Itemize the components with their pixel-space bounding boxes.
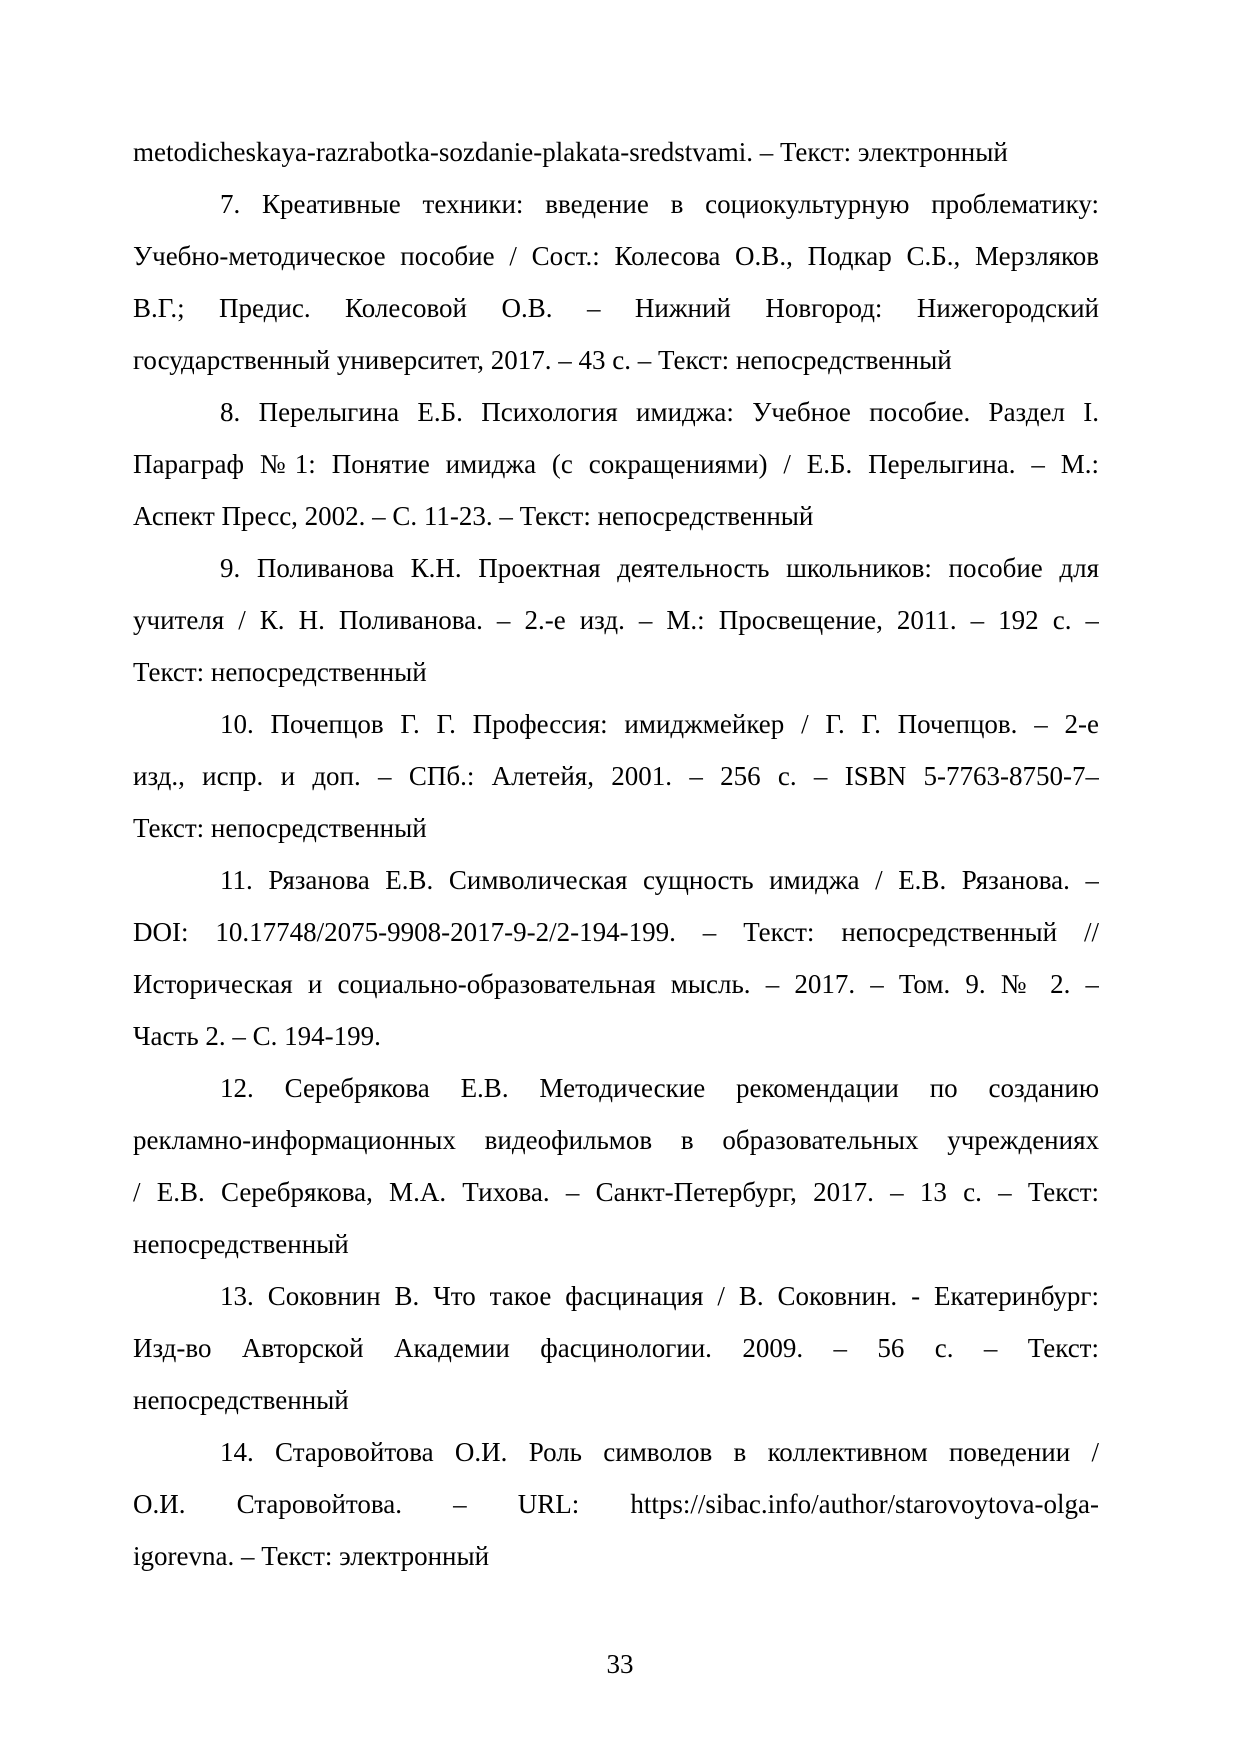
text-line: metodicheskaya-razrabotka-sozdanie-plakata-sredstvami. – Текст: электронный <box>133 137 1008 167</box>
text-line: igorevna. – Текст: электронный <box>133 1541 490 1571</box>
text-line: непосредственный <box>133 1229 349 1259</box>
text-line: изд., испр. и доп. – СПб.: Алетейя, 2001. – 256 с. – ISBN 5-7763-8750-7– <box>133 761 1099 791</box>
bibliography-entry <box>133 854 1099 1062</box>
text-line: 7. Креативные техники: введение в социокультурную проблематику: <box>220 189 1099 219</box>
text-line: рекламно-информационных видеофильмов в образовательных учреждениях <box>133 1125 1099 1155</box>
text-line: 14. Старовойтова О.И. Роль символов в коллективном поведении / <box>220 1437 1099 1467</box>
text-line: / Е.В. Серебрякова, М.А. Тихова. – Санкт-Петербург, 2017. – 13 с. – Текст: <box>133 1177 1099 1207</box>
text-line: Часть 2. – С. 194-199. <box>133 1021 381 1051</box>
bibliography-entry <box>133 178 1099 386</box>
bibliography <box>133 126 1099 1582</box>
text-line: 12. Серебрякова Е.В. Методические рекомендации по созданию <box>220 1073 1099 1103</box>
text-line: непосредственный <box>133 1385 349 1415</box>
text-line: Изд-во Авторской Академии фасцинологии. 2009. – 56 с. – Текст: <box>133 1333 1099 1363</box>
page-number: 33 <box>606 1649 634 1679</box>
bibliography-entry <box>133 542 1099 698</box>
text-line: учителя / К. Н. Поливанова. – 2.-е изд. – М.: Просвещение, 2011. – 192 с. – <box>133 605 1099 635</box>
text-line: Аспект Пресс, 2002. – С. 11-23. – Текст: непосредственный <box>133 501 814 531</box>
text-line: Параграф №1: Понятие имиджа (с сокращениями) / Е.Б. Перелыгина. – М.: <box>133 449 1099 479</box>
bibliography-entry <box>133 698 1099 854</box>
text-line: Текст: непосредственный <box>133 813 427 843</box>
text-line: государственный университет, 2017. – 43 с. – Текст: непосредственный <box>133 345 952 375</box>
text-line: 8. Перелыгина Е.Б. Психология имиджа: Учебное пособие. Раздел I. <box>220 397 1099 427</box>
text-line: О.И. Старовойтова. – URL: https://sibac.info/author/starovoytova-olga- <box>133 1489 1099 1519</box>
bibliography-entry <box>133 386 1099 542</box>
bibliography-entry <box>133 1426 1099 1582</box>
text-line: DOI: 10.17748/2075-9908-2017-9-2/2-194-199. – Текст: непосредственный // <box>133 917 1099 947</box>
text-line: Учебно-методическое пособие / Сост.: Колесова О.В., Подкар С.Б., Мерзляков <box>133 241 1099 271</box>
bibliography-entry <box>133 126 1099 178</box>
text-line: Текст: непосредственный <box>133 657 427 687</box>
text-line: 11. Рязанова Е.В. Символическая сущность имиджа / Е.В. Рязанова. – <box>220 865 1099 895</box>
text-line: 13. Соковнин В. Что такое фасцинация / В. Соковнин. - Екатеринбург: <box>220 1281 1099 1311</box>
text-line: 10. Почепцов Г. Г. Профессия: имиджмейкер / Г. Г. Почепцов. – 2-е <box>220 709 1099 739</box>
text-line: 9. Поливанова К.Н. Проектная деятельность школьников: пособие для <box>220 553 1099 583</box>
text-line: В.Г.; Предис. Колесовой О.В. – Нижний Новгород: Нижегородский <box>133 293 1099 323</box>
text-line: Историческая и социально-образовательная мысль. – 2017. – Том. 9. № 2. – <box>133 969 1099 999</box>
bibliography-entry <box>133 1270 1099 1426</box>
bibliography-entry <box>133 1062 1099 1270</box>
